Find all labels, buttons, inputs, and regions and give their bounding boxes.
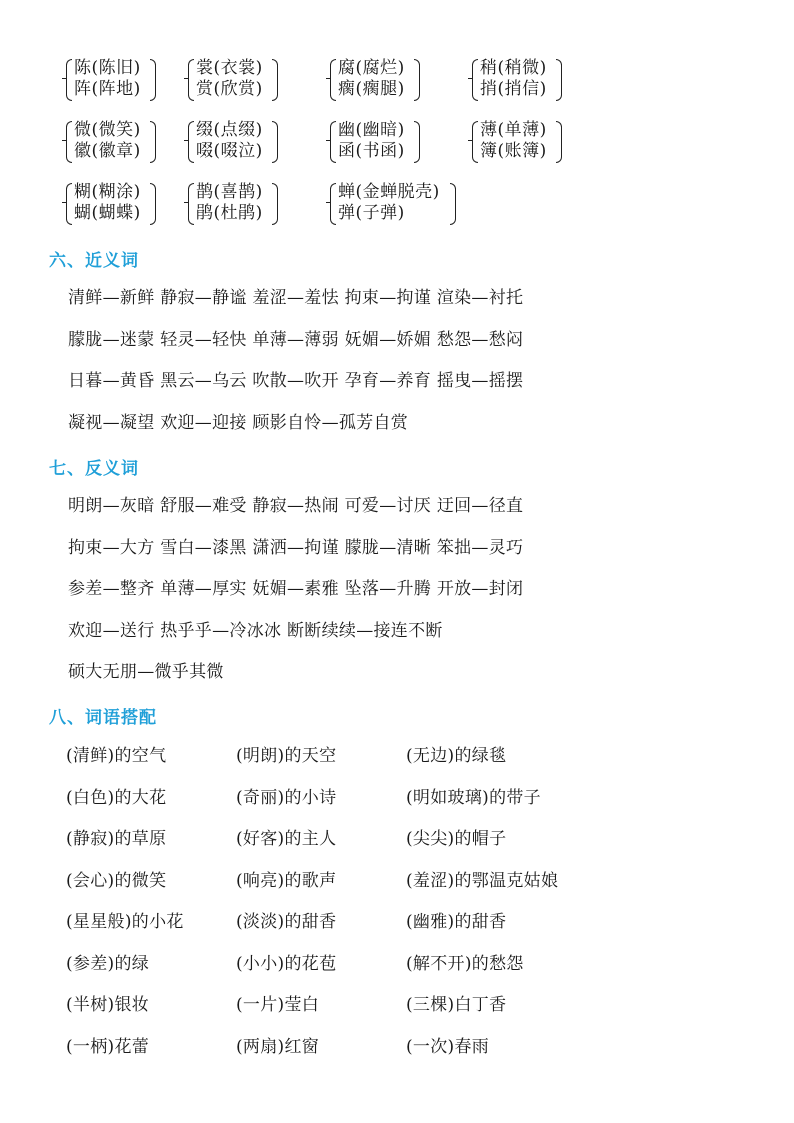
homophone-group bbox=[188, 58, 308, 102]
homophone-word: 啜(啜泣) bbox=[196, 141, 263, 161]
left-brace-icon bbox=[188, 183, 194, 225]
collocation-item: (一柄)花蕾 bbox=[66, 1037, 150, 1057]
homophone-word: 薄(单薄) bbox=[480, 120, 547, 140]
homophone-word: 糊(糊涂) bbox=[74, 182, 141, 202]
homophone-word: 函(书函) bbox=[338, 141, 405, 161]
homophone-word: 裳(衣裳) bbox=[196, 58, 263, 78]
collocation-item: (尖尖)的帽子 bbox=[406, 829, 507, 849]
left-brace-icon bbox=[188, 121, 194, 163]
homophone-word: 缀(点缀) bbox=[196, 120, 263, 140]
synonym-line: 凝视—凝望 欢迎—迎接 顾影自怜—孤芳自赏 bbox=[68, 413, 409, 433]
left-brace-icon bbox=[66, 59, 72, 101]
left-brace-icon bbox=[66, 183, 72, 225]
collocation-item: (白色)的大花 bbox=[66, 788, 167, 808]
homophone-word: 腐(腐烂) bbox=[338, 58, 405, 78]
left-brace-icon bbox=[330, 59, 336, 101]
homophone-word: 阵(阵地) bbox=[74, 79, 141, 99]
homophone-word: 蝴(蝴蝶) bbox=[74, 203, 141, 223]
left-brace-icon bbox=[66, 121, 72, 163]
right-brace-icon bbox=[150, 59, 156, 101]
homophone-group bbox=[330, 182, 470, 226]
collocation-item: (羞涩)的鄂温克姑娘 bbox=[406, 871, 559, 891]
collocation-item: (小小)的花苞 bbox=[236, 954, 337, 974]
homophone-group bbox=[330, 120, 450, 164]
homophone-word: 簿(账簿) bbox=[480, 141, 547, 161]
homophone-word: 鹃(杜鹃) bbox=[196, 203, 263, 223]
left-brace-icon bbox=[330, 183, 336, 225]
collocation-item: (半树)银妆 bbox=[66, 995, 150, 1015]
section-heading-collocations: 八、词语搭配 bbox=[49, 708, 157, 728]
collocation-item: (参差)的绿 bbox=[66, 954, 150, 974]
right-brace-icon bbox=[414, 59, 420, 101]
antonym-line: 明朗—灰暗 舒服—难受 静寂—热闹 可爱—讨厌 迂回—径直 bbox=[68, 496, 524, 516]
right-brace-icon bbox=[414, 121, 420, 163]
right-brace-icon bbox=[556, 121, 562, 163]
collocation-item: (会心)的微笑 bbox=[66, 871, 167, 891]
left-brace-icon bbox=[330, 121, 336, 163]
homophone-group bbox=[472, 58, 592, 102]
antonym-line: 参差—整齐 单薄—厚实 妩媚—素雅 坠落—升腾 开放—封闭 bbox=[68, 579, 524, 599]
synonym-line: 清鲜—新鲜 静寂—静谧 羞涩—羞怯 拘束—拘谨 渲染—衬托 bbox=[68, 288, 524, 308]
homophone-group bbox=[66, 120, 186, 164]
homophone-word: 赏(欣赏) bbox=[196, 79, 263, 99]
antonym-line: 硕大无朋—微乎其微 bbox=[68, 662, 224, 682]
right-brace-icon bbox=[272, 183, 278, 225]
homophone-word: 蝉(金蝉脱壳) bbox=[338, 182, 440, 202]
section-heading-antonyms: 七、反义词 bbox=[49, 459, 139, 479]
synonym-line: 朦胧—迷蒙 轻灵—轻快 单薄—薄弱 妩媚—娇媚 愁怨—愁闷 bbox=[68, 330, 524, 350]
homophone-word: 陈(陈旧) bbox=[74, 58, 141, 78]
homophone-group bbox=[188, 120, 308, 164]
left-brace-icon bbox=[188, 59, 194, 101]
collocation-item: (响亮)的歌声 bbox=[236, 871, 337, 891]
right-brace-icon bbox=[556, 59, 562, 101]
collocation-item: (星星般)的小花 bbox=[66, 912, 184, 932]
homophone-word: 微(微笑) bbox=[74, 120, 141, 140]
homophone-word: 徽(徽章) bbox=[74, 141, 141, 161]
homophone-word: 鹊(喜鹊) bbox=[196, 182, 263, 202]
collocation-item: (一片)莹白 bbox=[236, 995, 320, 1015]
homophone-word: 幽(幽暗) bbox=[338, 120, 405, 140]
antonym-line: 欢迎—送行 热乎乎—冷冰冰 断断续续—接连不断 bbox=[68, 621, 443, 641]
left-brace-icon bbox=[472, 121, 478, 163]
homophone-group bbox=[188, 182, 308, 226]
collocation-item: (奇丽)的小诗 bbox=[236, 788, 337, 808]
collocation-item: (两扇)红窗 bbox=[236, 1037, 320, 1057]
collocation-item: (明朗)的天空 bbox=[236, 746, 337, 766]
collocation-item: (好客)的主人 bbox=[236, 829, 337, 849]
right-brace-icon bbox=[150, 183, 156, 225]
homophone-word: 捎(捎信) bbox=[480, 79, 547, 99]
synonym-line: 日暮—黄昏 黑云—乌云 吹散—吹开 孕育—养育 摇曳—摇摆 bbox=[68, 371, 524, 391]
collocation-item: (三棵)白丁香 bbox=[406, 995, 507, 1015]
homophone-group bbox=[330, 58, 450, 102]
right-brace-icon bbox=[272, 121, 278, 163]
homophone-group bbox=[66, 182, 186, 226]
homophone-word: 稍(稍微) bbox=[480, 58, 547, 78]
left-brace-icon bbox=[472, 59, 478, 101]
antonym-line: 拘束—大方 雪白—漆黑 潇洒—拘谨 朦胧—清晰 笨拙—灵巧 bbox=[68, 538, 524, 558]
collocation-item: (静寂)的草原 bbox=[66, 829, 167, 849]
homophone-group bbox=[472, 120, 592, 164]
homophone-group bbox=[66, 58, 186, 102]
collocation-item: (幽雅)的甜香 bbox=[406, 912, 507, 932]
right-brace-icon bbox=[450, 183, 456, 225]
collocation-item: (明如玻璃)的带子 bbox=[406, 788, 541, 808]
collocation-item: (一次)春雨 bbox=[406, 1037, 490, 1057]
right-brace-icon bbox=[272, 59, 278, 101]
homophone-word: 瘸(瘸腿) bbox=[338, 79, 405, 99]
collocation-item: (无边)的绿毯 bbox=[406, 746, 507, 766]
section-heading-synonyms: 六、近义词 bbox=[49, 251, 139, 271]
right-brace-icon bbox=[150, 121, 156, 163]
collocation-item: (清鲜)的空气 bbox=[66, 746, 167, 766]
collocation-item: (解不开)的愁怨 bbox=[406, 954, 524, 974]
homophone-word: 弹(子弹) bbox=[338, 203, 405, 223]
collocation-item: (淡淡)的甜香 bbox=[236, 912, 337, 932]
